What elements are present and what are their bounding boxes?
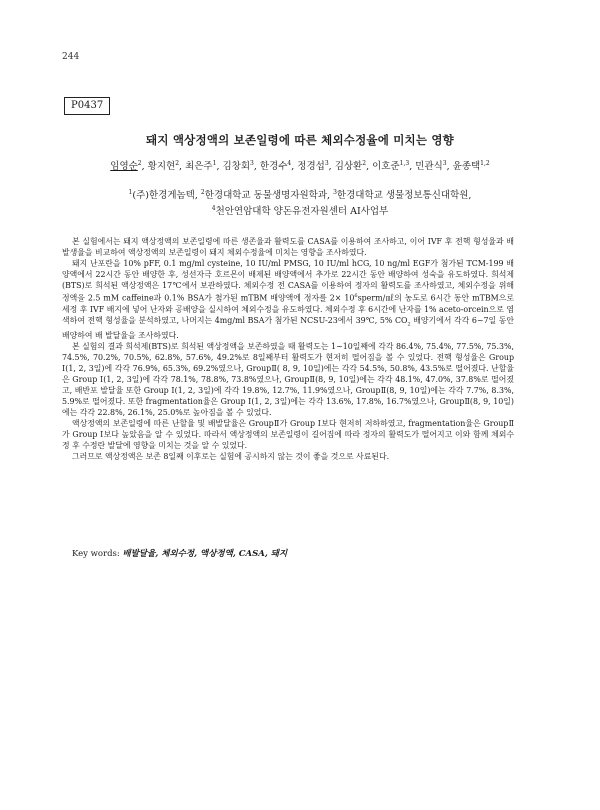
- affiliation-2: 한경대학교 동물생명자원학과,: [204, 190, 334, 201]
- author-name: 한경수: [259, 161, 288, 172]
- author-separator: ,: [328, 161, 335, 172]
- keywords: [72, 547, 287, 559]
- keywords-label: Key words:: [72, 549, 123, 559]
- author-name: 윤종택: [452, 161, 481, 172]
- author-sup: 1: [212, 159, 217, 167]
- author-name: 최은주: [185, 161, 213, 172]
- exponent: 6: [354, 293, 358, 299]
- author-name: 황지현: [147, 161, 176, 172]
- author-separator: ,: [409, 161, 416, 172]
- abstract-paragraph-2: [62, 258, 514, 341]
- author-sup: 1,2: [480, 159, 490, 167]
- author-sup: 1,3: [399, 159, 410, 167]
- author-name: 민관식: [415, 161, 443, 172]
- affiliation-line-2: [0, 203, 600, 217]
- paper-title: 돼지 액상정액의 보존일령에 따른 체외수정율에 미치는 영향: [146, 133, 454, 147]
- affiliation-4: 천안연암대학 양돈유전자원센터 AI사업부: [215, 206, 389, 217]
- affiliation-1: (주)한경게놈텍,: [132, 190, 201, 201]
- affiliation-3: 한경대학교 생물정보통신대학원,: [336, 190, 472, 201]
- abstract-paragraph-5: 그러므로 액상정액은 보존 8일째 이후로는 실험에 공시하지 않는 것이 좋을 것으로 사료된다.: [72, 452, 390, 462]
- methods-text: 배양기에서 각각 6~7일 동안 배양하여 배 발달율을 조사하였다.: [62, 315, 514, 341]
- methods-text: 돼지 난포란을 10% pFF, 0.1 mg/ml cysteine, 10 IU/ml PMSG, 10 IU/ml hCG, 10 ng/ml EGF가 첨가된 TCM-199 배양액에서 22시간 동안 배양한 후, 성선자극 호르몬이 배제된 배양액에서 추가로 22시간 동안 배양하여 성숙을 유도하였다. 희석제(BTS)로 희석된 액상정액은 17℃에서 보관하였다. 체외수정 전 CASA를 이용하여 정자의 활력도를 조사하였고, 체외수정을 위해 정액을 2.5 mM caffeine과 0.1% BSA가 첨가된 mTBM 배양액에 정자를 2× 10: [62, 259, 514, 303]
- author-separator: ,: [291, 161, 298, 172]
- methods-text: sperm/㎖의 농도로 6시간 동안 mTBM으로 세정 후 IVF 배지에 넣어 난자와 공배양을 실시하여 체외수정을 유도하였다. 체외수정 후 6시간에 난자를 1% aceto-orcein으로 염색하여 전핵 형성율을 분석하였고, 나머지는 4mg/ml BSA가 첨가된 NCSU-23에서 39℃, 5% CO: [62, 293, 514, 325]
- page-number: 244: [62, 52, 80, 62]
- author-separator: ,: [216, 161, 223, 172]
- affil-sup: 1: [128, 188, 133, 196]
- author-sup: 3: [324, 159, 329, 167]
- author-name: 정경섭: [297, 161, 325, 172]
- author-name: 이호준: [372, 161, 400, 172]
- abstract-paragraph-3: 본 실험의 결과 희석제(BTS)로 희석된 액상정액을 보존하였을 때 활력도는 1~10일째에 각각 86.4%, 75.4%, 77.5%, 75.3%, 74.5%, 70.2%, 70.5%, 62.8%, 57.6%, 49.2%로 8일째부터 활력도가 현저히 떨어짐을 볼 수 있었다. 전핵 형성율은 Group Ⅰ(1, 2, 3일)에 각각 76.9%, 65.3%, 69.2%였으나, GroupⅡ( 8, 9, 10일)에는 각각 54.5%, 50.8%, 43.5%로 떨어졌다. 난할율은 Group Ⅰ(1, 2, 3일)에 각각 78.1%, 78.8%, 73.8%였으나, GroupⅡ(8, 9, 10일)에는 각각 48.1%, 47.0%, 37.8%로 떨어졌고, 배반포 발달율 또한 Group Ⅰ(1, 2, 3일)에 각각 19.8%, 12.7%, 11.9%였으나, GroupⅡ(8, 9, 10일)에는 각각 7.7%, 8.3%, 5.9%로 떨어졌다. 또한 fragmentation율은 Group Ⅰ(1, 2, 3일)에는 각각 13.6%, 17.8%, 16.7%였으나, GroupⅡ(8, 9, 10일)에는 각각 22.8%, 26.1%, 25.0%로 높아짐을 볼 수 있었다.: [62, 342, 514, 418]
- affil-sup: 3: [333, 188, 337, 196]
- author-sup: 2: [175, 159, 180, 167]
- abstract-paragraph-1: 본 실험에서는 돼지 액상정액의 보존일령에 따른 생존율과 활력도를 CASA를 이용하여 조사하고, 이어 IVF 후 전핵 형성율과 배 발생율을 비교하여 액상정액의 보존일령이 돼지 체외수정율에 미치는 영향을 조사하였다.: [62, 237, 514, 257]
- affiliation-line-1: [0, 187, 600, 201]
- co-authors: [148, 161, 490, 172]
- affil-sup: 4: [211, 204, 216, 212]
- keywords-list: 배발달율, 체외수정, 액상정액, CASA, 돼지: [122, 549, 288, 559]
- author-list: [0, 158, 600, 172]
- author-sup: 2: [362, 159, 367, 167]
- author-separator: ,: [141, 161, 148, 172]
- author-name: 김상환: [334, 161, 363, 172]
- first-author: 임영순: [110, 161, 138, 172]
- author-sup: 3: [250, 159, 254, 167]
- author-sup: 3: [442, 159, 447, 167]
- author-sup: 2: [137, 159, 142, 167]
- author-sup: 4: [287, 159, 292, 167]
- author-separator: ,: [366, 161, 373, 172]
- abstract-paragraph-4: 액상정액의 보존일령에 따른 난할율 및 배발달율은 GroupⅡ가 Group Ⅰ보다 현저히 저하하였고, fragmentation율은 GroupⅡ가 Group Ⅰ보다 높았음을 알 수 있었다. 따라서 액상정액의 보존일령이 길어짐에 따라 정자의 활력도가 떨어지고 이와 함께 체외수정 후 수정란 발달에 영향을 미치는 것을 알 수 있었다.: [62, 419, 514, 451]
- author-separator: ,: [179, 161, 186, 172]
- author-separator: ,: [446, 161, 453, 172]
- author-name: 김창회: [222, 161, 251, 172]
- abstract-code-box: P0437: [64, 97, 110, 115]
- affil-sup: 2: [200, 188, 205, 196]
- subscript: 2: [407, 321, 411, 328]
- abstract-body: [62, 236, 514, 462]
- author-separator: ,: [253, 161, 260, 172]
